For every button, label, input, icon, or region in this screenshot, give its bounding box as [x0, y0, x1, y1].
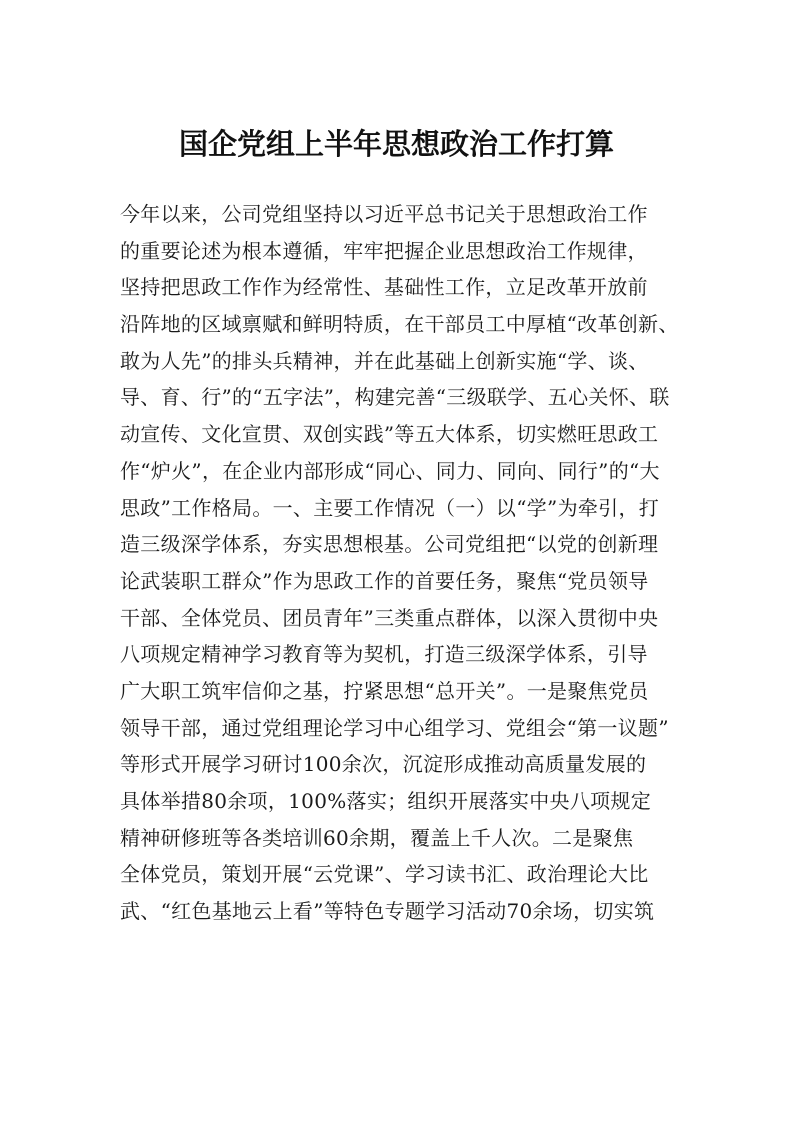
document-title: 国企党组上半年思想政治工作打算 [178, 127, 614, 161]
paragraph-line: 敢为人先”的排头兵精神，并在此基础上创新实施“学、谈、 [120, 348, 649, 373]
paragraph-line: 干部、全体党员、团员青年”三类重点群体，以深入贯彻中央 [120, 605, 659, 630]
paragraph-line: 全体党员，策划开展“云党课”、学习读书汇、政治理论大比 [120, 862, 649, 887]
paragraph-line: 沿阵地的区域禀赋和鲜明特质，在干部员工中厚植“改革创新、 [120, 312, 679, 337]
paragraph-line: 坚持把思政工作作为经常性、基础性工作，立足改革开放前 [120, 275, 648, 300]
paragraph-line: 精神研修班等各类培训60余期，覆盖上千人次。二是聚焦 [120, 825, 634, 850]
paragraph-line: 动宣传、文化宣贯、双创实践”等五大体系，切实燃旺思政工 [120, 422, 659, 447]
paragraph-line: 思政”工作格局。一、主要工作情况（一）以“学”为牵引，打 [120, 495, 660, 520]
paragraph-line: 具体举措80余项，100%落实；组织开展落实中央八项规定 [120, 789, 652, 813]
paragraph-line: 武、“红色基地云上看”等特色专题学习活动70余场，切实筑 [120, 899, 655, 924]
paragraph-line: 等形式开展学习研讨100余次，沉淀形成推动高质量发展的 [120, 752, 647, 777]
document-body [120, 196, 690, 930]
paragraph-line: 领导干部，通过党组理论学习中心组学习、党组会“第一议题” [120, 715, 669, 740]
paragraph-line: 造三级深学体系，夯实思想根基。公司党组把“以党的创新理 [120, 532, 659, 557]
paragraph-line: 论武装职工群众”作为思政工作的首要任务，聚焦“党员领导 [120, 568, 649, 593]
paragraph-line: 今年以来，公司党组坚持以习近平总书记关于思想政治工作 [120, 202, 648, 226]
paragraph-line: 的重要论述为根本遵循，牢牢把握企业思想政治工作规律， [120, 238, 648, 263]
paragraph-line: 八项规定精神学习教育等为契机，打造三级深学体系，引导 [120, 642, 648, 667]
paragraph-line: 导、育、行”的“五字法”，构建完善“三级联学、五心关怀、联 [120, 385, 670, 410]
paragraph-line: 作“炉火”，在企业内部形成“同心、同力、同向、同行”的“大 [120, 458, 660, 483]
paragraph-line: 广大职工筑牢信仰之基，拧紧思想“总开关”。一是聚焦党员 [120, 678, 649, 703]
